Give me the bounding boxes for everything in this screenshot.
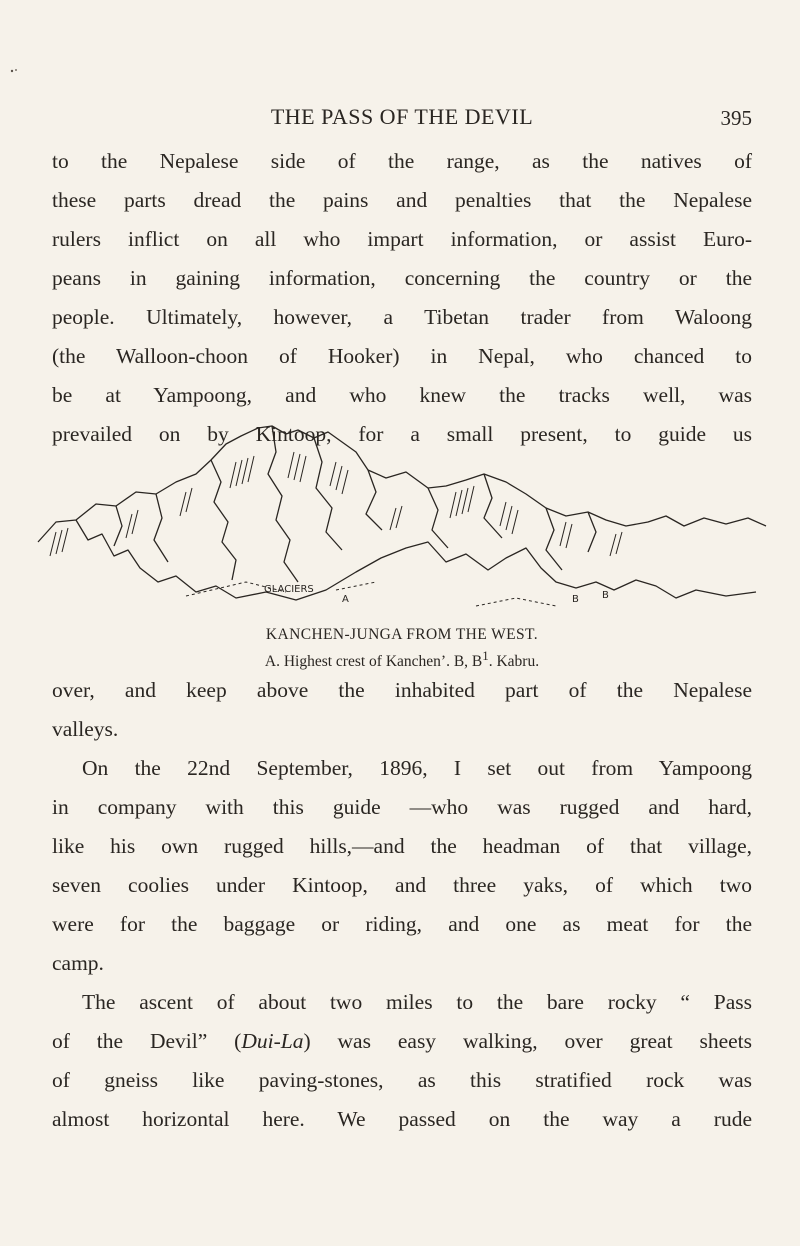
figure-caption-title: KANCHEN-JUNGA FROM THE WEST.	[265, 626, 539, 643]
text-line: like his own rugged hills,—and the headman of that village,	[52, 834, 752, 858]
text-line: people. Ultimately, however, a Tibetan trader from Waloong	[52, 305, 752, 329]
page-number: 395	[720, 106, 752, 130]
label-a: A	[342, 594, 349, 605]
ink-smudge	[10, 68, 18, 73]
text-line: camp.	[52, 951, 104, 975]
running-title: THE PASS OF THE DEVIL	[270, 104, 534, 129]
text-line: of gneiss like paving-stones, as this stratified rock was	[52, 1068, 752, 1092]
caption-suffix: . Kabru.	[488, 653, 540, 671]
paragraph-2	[52, 671, 752, 749]
text-line: to the Nepalese side of the range, as the natives of	[52, 149, 752, 173]
figure-caption-description	[52, 648, 752, 671]
text-line: seven coolies under Kintoop, and three yaks, of which two	[52, 873, 752, 897]
italic-place-name: Dui-La	[241, 1029, 304, 1053]
text-run: of the Devil” (	[52, 1029, 242, 1053]
text-line: valleys.	[52, 717, 119, 741]
label-glaciers: GLACIERS	[264, 584, 314, 595]
paragraph-1	[52, 142, 752, 454]
text-run: ) was easy walking, over great sheets	[303, 1029, 752, 1053]
text-line: almost horizontal here. We passed on the way a rude	[52, 1107, 752, 1131]
text-line: these parts dread the pains and penalties that the Nepalese	[52, 188, 752, 212]
running-header	[52, 104, 752, 134]
text-line: over, and keep above the inhabited part of the Nepalese	[52, 678, 752, 702]
text-line: rulers inflict on all who impart information, or assist Euro-	[52, 227, 752, 251]
text-line	[52, 1022, 752, 1061]
paragraph-3	[52, 749, 752, 983]
caption-prefix: A. Highest crest of Kanchen’. B, B	[264, 653, 483, 671]
kanchenjunga-sketch	[36, 422, 768, 620]
label-b1: B	[602, 590, 609, 601]
text-line: were for the baggage or riding, and one as meat for the	[52, 912, 752, 936]
text-line: prevailed on by Kintoop, for a small present, to guide us	[52, 422, 752, 446]
label-b: B	[572, 594, 579, 605]
caption-superscript: 1	[482, 648, 489, 663]
paragraph-4	[52, 983, 752, 1139]
text-line: peans in gaining information, concerning the country or the	[52, 266, 752, 290]
text-line: The ascent of about two miles to the bare rocky “ Pass	[82, 990, 752, 1014]
text-line: On the 22nd September, 1896, I set out from Yampoong	[82, 756, 752, 780]
text-line: be at Yampoong, and who knew the tracks well, was	[52, 383, 752, 407]
text-line: in company with this guide —who was rugged and hard,	[52, 795, 752, 819]
text-line: (the Walloon-choon of Hooker) in Nepal, who chanced to	[52, 344, 752, 368]
